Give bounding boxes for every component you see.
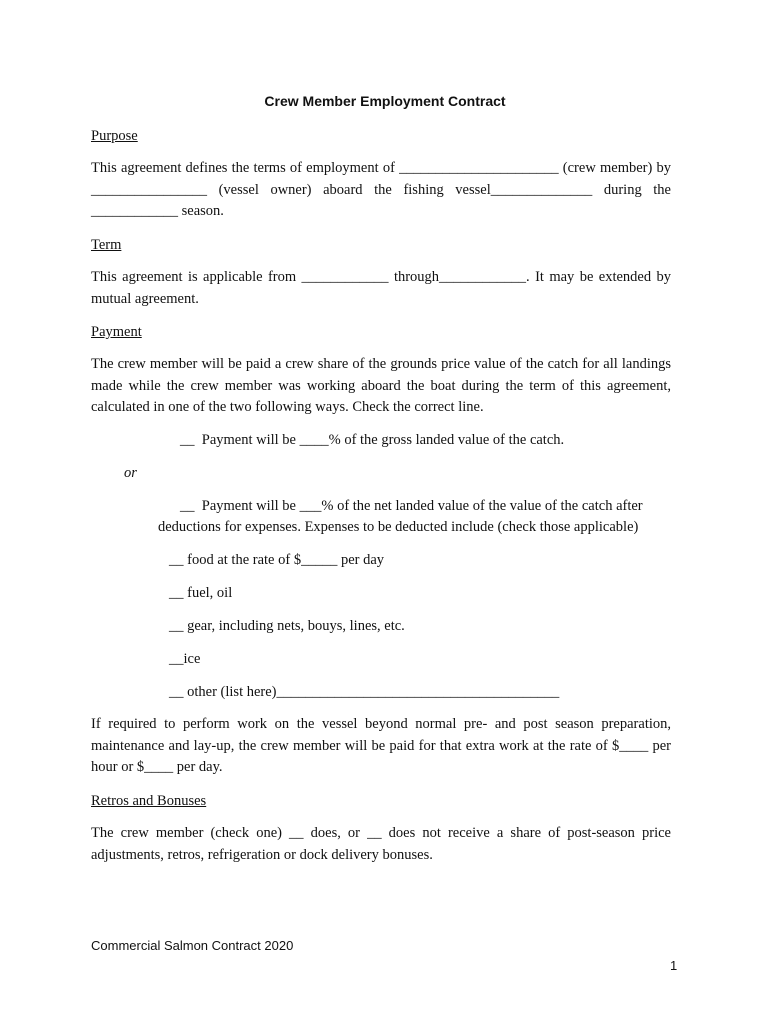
purpose-heading: Purpose — [91, 128, 138, 144]
retros-text: The crew member (check one) __ does, or __ does not receive a share of post-season price adjustments, retros, refrigeration or dock delivery bonuses. — [91, 825, 671, 863]
expense-other: __ other (list here)_______________________________________ — [169, 684, 560, 700]
purpose-text: This agreement defines the terms of employment of ______________________ (crew member) by ________________ (vessel owner) aboard the fishing vessel______________ during the ____________ season. — [91, 160, 671, 219]
payment-text: The crew member will be paid a crew share of the grounds price value of the catch for all landings made while the crew member was working aboard the boat during the term of this agreement, calculated in one of the two following ways. Check the correct line. — [91, 356, 671, 415]
retros-heading: Retros and Bonuses — [91, 793, 207, 809]
payment-option-net-line2: deductions for expenses. Expenses to be deducted include (check those applicable) — [158, 519, 639, 535]
term-heading: Term — [91, 237, 122, 253]
payment-option-net-line1: __ Payment will be ___% of the net landed value of the value of the catch after — [180, 498, 643, 514]
page-number: 1 — [670, 958, 678, 973]
payment-option-gross: __ Payment will be ____% of the gross landed value of the catch. — [180, 432, 565, 448]
document-title: Crew Member Employment Contract — [264, 93, 506, 109]
payment-heading: Payment — [91, 324, 142, 340]
expense-gear: __ gear, including nets, bouys, lines, etc. — [169, 618, 405, 634]
document-footer: Commercial Salmon Contract 2020 — [91, 938, 294, 953]
extra-work-text: If required to perform work on the vessel beyond normal pre- and post season preparation, maintenance and lay-up, the crew member will be paid for that extra work at the rate of $____ per hour or $____ per day. — [91, 716, 671, 775]
expense-fuel: __ fuel, oil — [169, 585, 233, 601]
expense-ice: __ice — [169, 651, 201, 667]
term-text: This agreement is applicable from ____________ through____________. It may be extended by mutual agreement. — [91, 269, 671, 307]
or-label: or — [124, 465, 137, 481]
expense-food: __ food at the rate of $_____ per day — [169, 552, 385, 568]
